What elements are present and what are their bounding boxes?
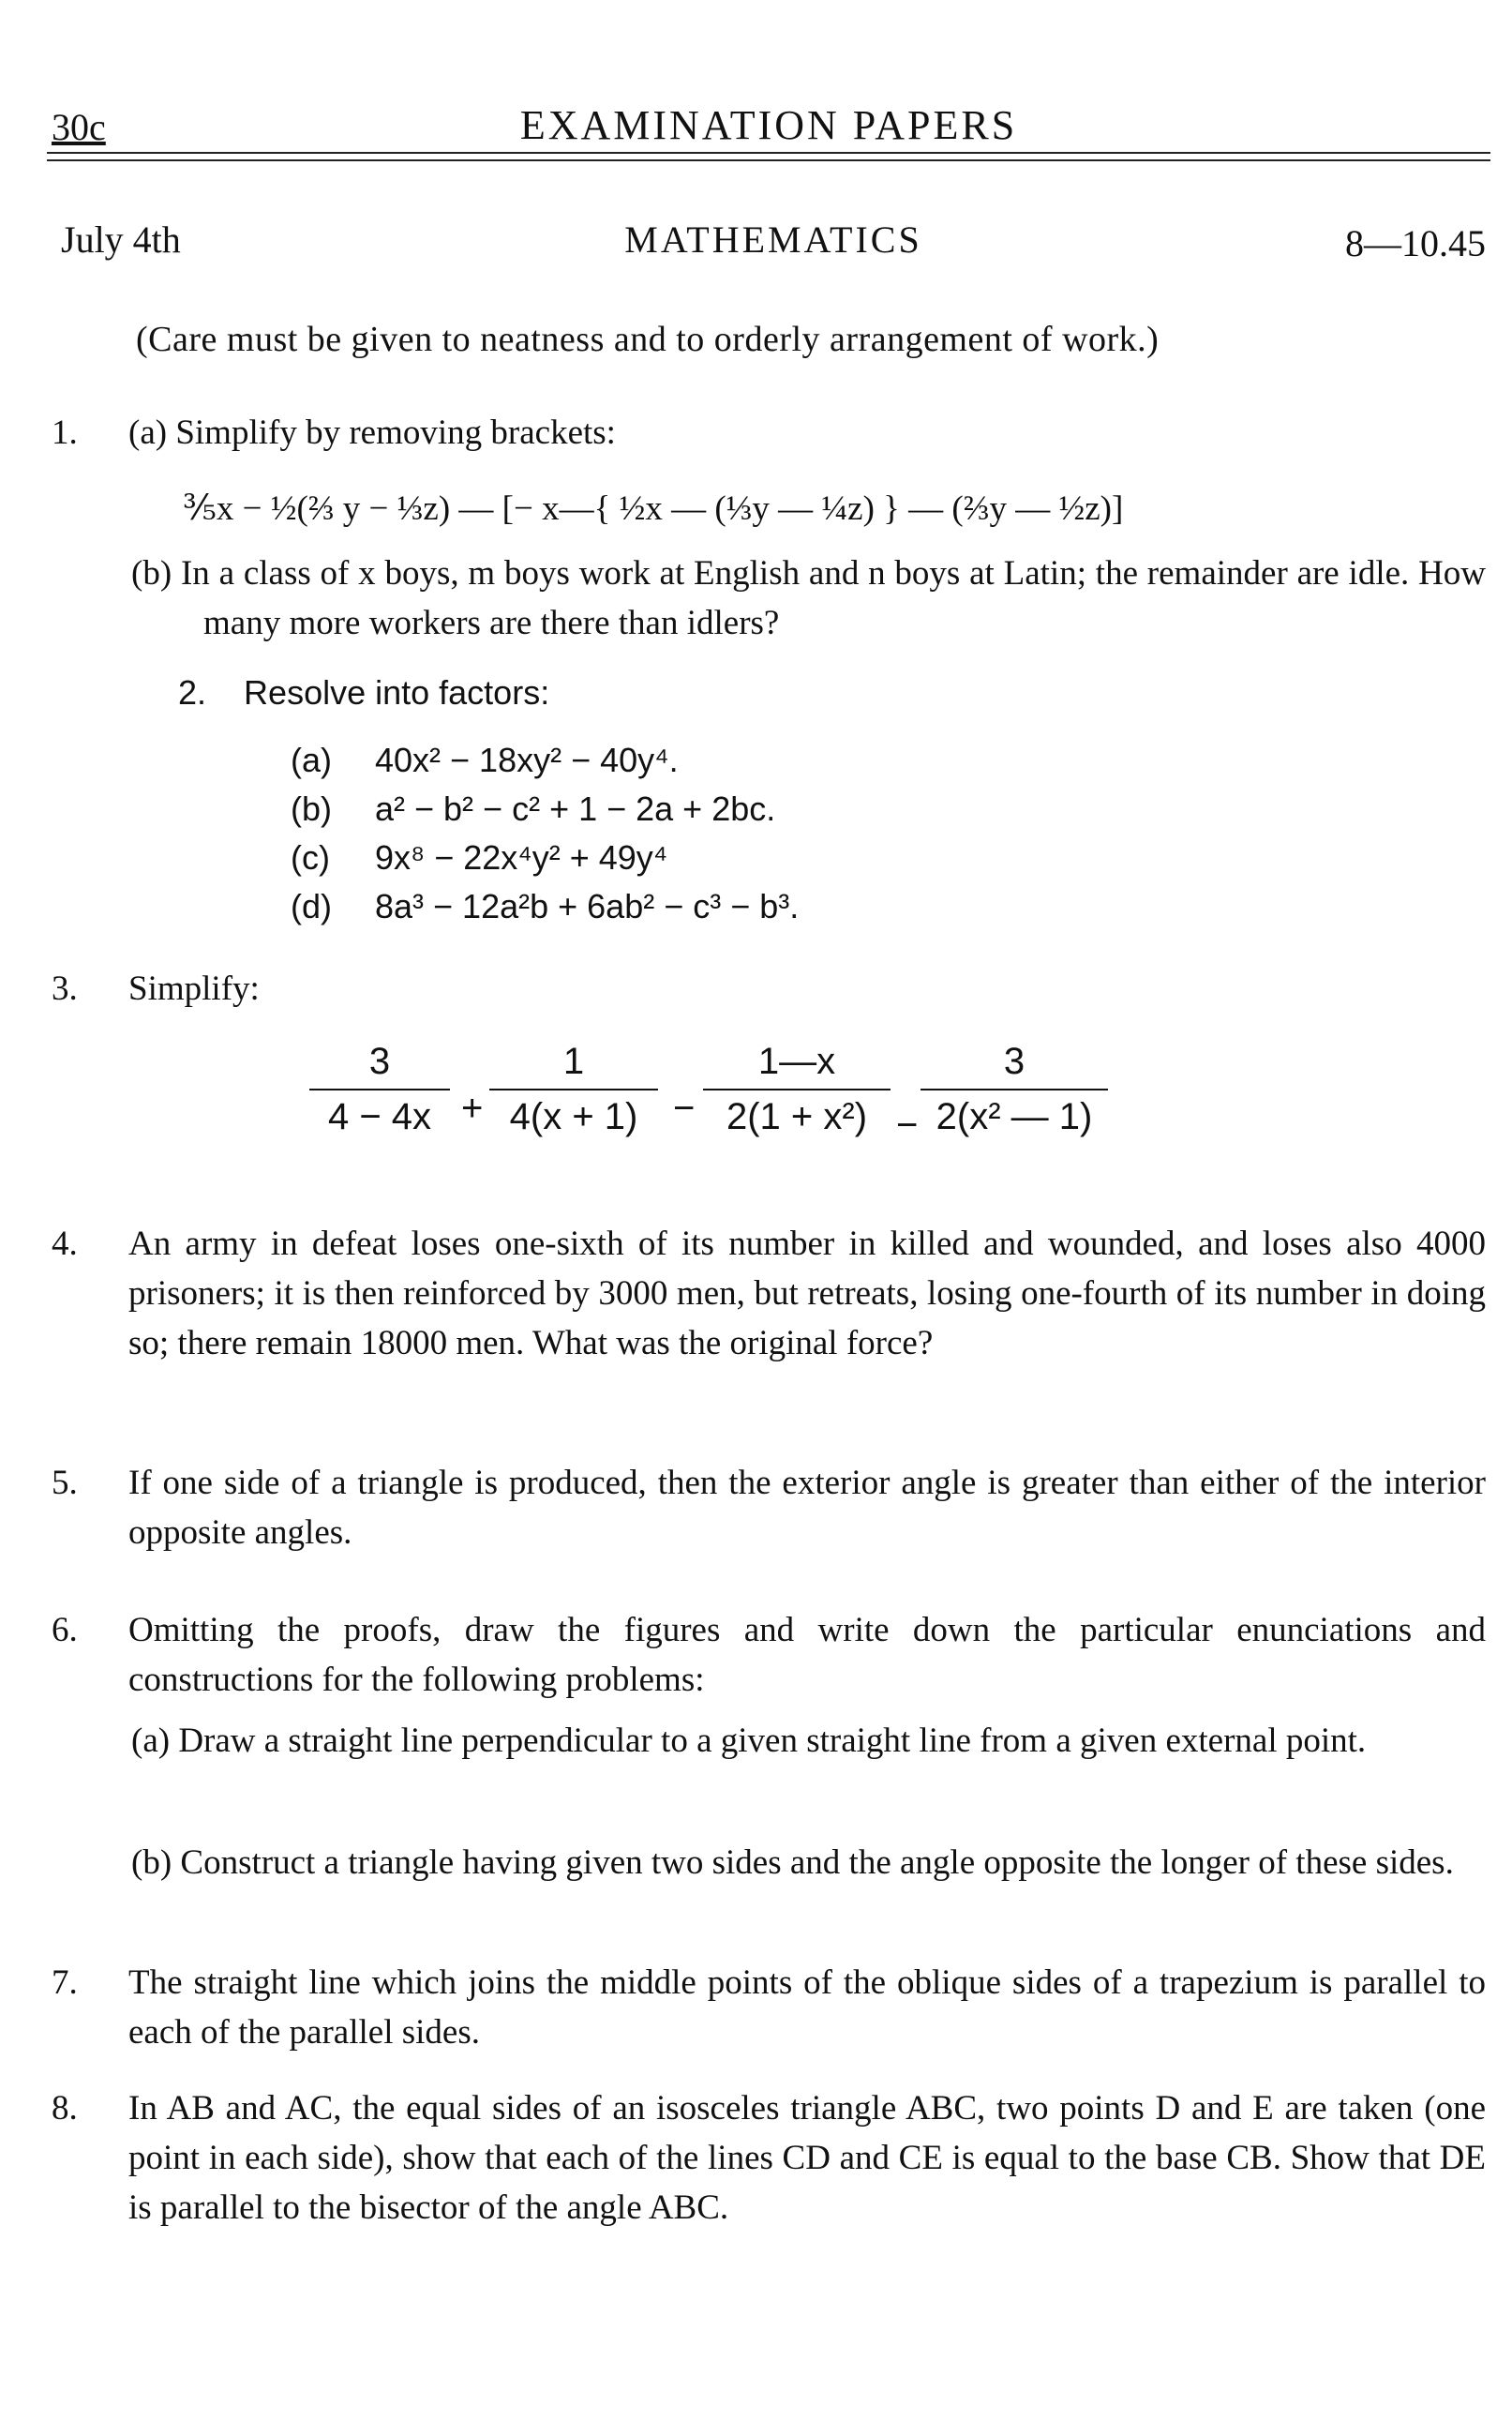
question-number: 4. [52, 1225, 78, 1263]
question-3 [52, 964, 801, 1020]
question-intro: Resolve into factors: [244, 673, 550, 712]
question-number: 7. [52, 1963, 78, 2002]
factor-expr: 40x² − 18xy² − 40y⁴. [375, 741, 679, 779]
question-text: The straight line which joins the middle points of the oblique sides of a trapezium is parallel to each of the parallel sides. [128, 1963, 1486, 2052]
question-5 [52, 1458, 1486, 1561]
question-4 [52, 1219, 1486, 1425]
question-intro: Simplify: [128, 970, 260, 1008]
operator: + [461, 1088, 484, 1129]
factor-item-b: (b) a² − b² − c² + 1 − 2a + 2bc. [291, 789, 776, 828]
fraction-4: 3 2(x² — 1) [921, 1041, 1108, 1138]
factor-expr: 9x⁸ − 22x⁴y² + 49y⁴ [375, 838, 668, 877]
question-number: 2. [178, 673, 207, 712]
question-2 [178, 673, 549, 713]
factor-expr: 8a³ − 12a²b + 6ab² − c³ − b³. [375, 887, 800, 925]
header-rule-double [47, 159, 1490, 161]
question-1b [131, 549, 1486, 648]
question-7 [52, 1958, 1486, 2061]
question-text: In AB and AC, the equal sides of an isosceles triangle ABC, two points D and E are taken (one point in each side), show that each of the lines CD and CE is equal to the base CB. Show that DE is parallel to the bisector of the angle ABC. [128, 2089, 1486, 2227]
question-number: 8. [52, 2089, 78, 2128]
question-8 [52, 2083, 1486, 2290]
question-text: Omitting the proofs, draw the figures and write down the particular enunciations and constructions for the following problems: [128, 1611, 1486, 1699]
factor-item-a: (a) 40x² − 18xy² − 40y⁴. [291, 741, 679, 779]
question-number: 6. [52, 1611, 78, 1649]
part-label: (b) [131, 554, 172, 593]
fraction-expression [309, 1041, 1153, 1181]
factor-expr: a² − b² − c² + 1 − 2a + 2bc. [375, 789, 776, 828]
question-number: 1. [52, 414, 78, 452]
question-text: An army in defeat loses one-sixth of its number in killed and wounded, and loses also 4000 prisoners; it is then reinforced by 3000 men, but retreats, losing one-fourth of its number in doing so; there remain 18000 men. What was the original force? [128, 1225, 1486, 1362]
part-label: (a) [128, 414, 168, 452]
part-label: (b) [131, 1843, 172, 1882]
fraction-3: 1—x 2(1 + x²) [703, 1041, 891, 1138]
bracket-expression: ⅗x − ½(⅔ y − ⅓z) — [− x—{ ½x — (⅓y — ¼z) } — (⅔y — ½z)] [183, 489, 1124, 528]
question-text: If one side of a triangle is produced, then the exterior angle is greater than either of the interior opposite angles. [128, 1464, 1486, 1552]
header-rule [47, 152, 1490, 154]
operator: − [896, 1105, 919, 1146]
question-6a [131, 1716, 1486, 1766]
page-number: 30c [52, 106, 106, 148]
question-number: 5. [52, 1464, 78, 1502]
exam-date: July 4th [61, 218, 181, 261]
part-text: Construct a triangle having given two sides and the angle opposite the longer of these sides. [180, 1843, 1454, 1882]
part-text: In a class of x boys, m boys work at English and n boys at Latin; the remainder are idle. How many more workers are there than idlers? [180, 554, 1487, 642]
question-6 [52, 1605, 1486, 1708]
running-title: EXAMINATION PAPERS [519, 102, 1018, 148]
fraction-1: 3 4 − 4x [309, 1041, 450, 1138]
factor-item-c: (c) 9x⁸ − 22x⁴y² + 49y⁴ [291, 838, 668, 877]
question-number: 3. [52, 970, 78, 1008]
question-6b [131, 1838, 1486, 1887]
exam-time: 8—10.45 [1345, 222, 1486, 264]
instruction: (Care must be given to neatness and to orderly arrangement of work.) [136, 320, 1160, 359]
fraction-2: 1 4(x + 1) [489, 1041, 658, 1138]
exam-subject: MATHEMATICS [624, 218, 922, 261]
part-label: (a) [131, 1722, 171, 1760]
part-text: Draw a straight line perpendicular to a given straight line from a given external point. [178, 1722, 1367, 1760]
factor-item-d: (d) 8a³ − 12a²b + 6ab² − c³ − b³. [291, 887, 800, 925]
part-text: Simplify by removing brackets: [175, 414, 616, 452]
running-head [52, 94, 1486, 159]
operator: − [673, 1088, 696, 1129]
exam-info-line [61, 218, 1486, 270]
